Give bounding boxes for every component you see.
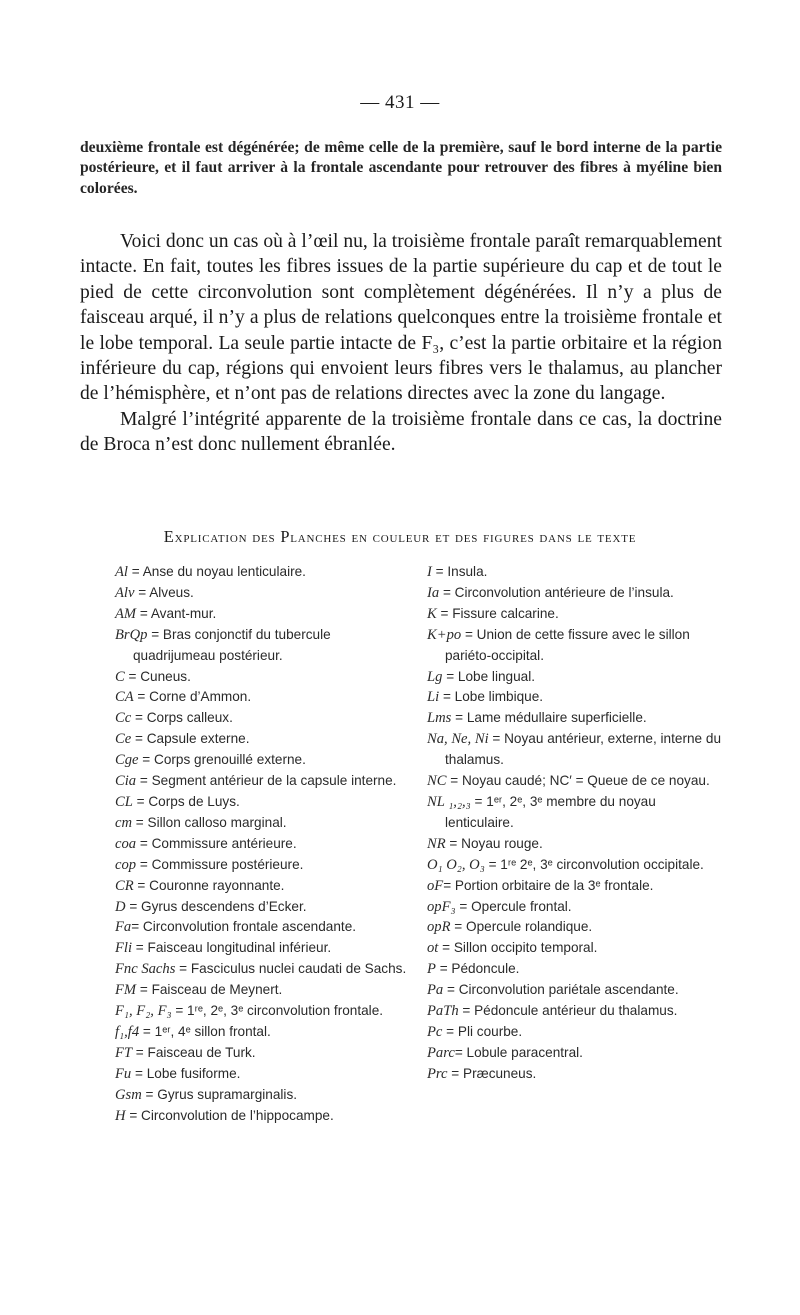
legend-abbreviation: PaTh xyxy=(427,1003,459,1020)
legend-definition: = Lame médullaire superficielle. xyxy=(451,710,647,726)
legend-definition: = Faisceau de Turk. xyxy=(132,1044,256,1060)
legend-definition: = 1ᵉʳ, 4ᵉ sillon frontal. xyxy=(139,1023,271,1039)
legend-abbreviation: Al xyxy=(115,564,128,580)
legend-definition: = Anse du noyau lenticulaire. xyxy=(127,564,306,579)
legend-definition: = Circonvolution frontale ascendante. xyxy=(131,919,357,935)
legend-entry xyxy=(427,876,725,897)
legend-definition: = Couronne rayonnante. xyxy=(133,877,285,893)
legend-definition: = Commissure antérieure. xyxy=(136,835,297,851)
legend-entry xyxy=(427,625,725,667)
paragraph-2: Malgré l’intégrité apparente de la troisième frontale dans ce cas, la doctrine de Broca n’est donc nullement ébranlée. xyxy=(80,408,722,456)
legend-entry xyxy=(115,897,415,918)
legend-definition: = Lobule paracentral. xyxy=(454,1044,583,1060)
legend-definition: = Gyrus supramarginalis. xyxy=(141,1086,298,1102)
legend-definition: = Opercule rolandique. xyxy=(450,919,593,935)
legend-definition: = Corps de Luys. xyxy=(132,793,240,809)
legend-definition: = Corps calleux. xyxy=(131,710,233,726)
legend-definition: = Segment antérieur de la capsule interne. xyxy=(136,773,397,789)
legend-abbreviation: Lg xyxy=(427,668,443,685)
body-text xyxy=(80,229,722,458)
legend-abbreviation: P xyxy=(427,961,436,978)
legend-definition: = Noyau caudé; NC′ = Queue de ce noyau. xyxy=(446,773,710,789)
legend-entry xyxy=(115,1085,415,1106)
legend-abbreviation: Li xyxy=(427,689,440,706)
legend-entry xyxy=(115,604,415,625)
legend-abbreviation: NR xyxy=(427,835,446,852)
legend-definition: = 1ᵉʳ, 2ᵉ, 3ᵉ membre du noyau lenticulaire. xyxy=(445,793,656,830)
legend-entry xyxy=(115,1001,415,1022)
legend-right-column xyxy=(427,562,725,1085)
legend-abbreviation: Lms xyxy=(427,710,452,727)
legend-entry xyxy=(427,792,725,834)
legend-abbreviation: Gsm xyxy=(115,1086,142,1103)
legend-definition: = Circonvolution de l’hippocampe. xyxy=(125,1107,334,1123)
legend-definition: = Gyrus descendens d’Ecker. xyxy=(125,898,307,914)
legend-entry xyxy=(115,562,415,583)
legend-definition: = Fissure calcarine. xyxy=(436,605,559,621)
legend-entry xyxy=(115,667,415,688)
legend-entry xyxy=(427,834,725,855)
legend-abbreviation: I xyxy=(427,564,432,580)
legend-definition: = Sillon calloso marginal. xyxy=(132,814,287,830)
legend-definition: = Insula. xyxy=(431,564,488,579)
legend-entry xyxy=(115,625,415,667)
legend-definition: = Circonvolution pariétale ascendante. xyxy=(443,982,679,998)
paragraph-1: Voici donc un cas où à l’œil nu, la troisième frontale paraît remarquablement intacte. En fait, toutes les fibres issues de la partie supérieure du cap et de tout le pied de cette circonvolution sont complètement dégénérées. Il n’y a plus de faisceau arqué, il n’y a plus de relations quelconques entre la troisième frontale et le lobe temporal. La seule partie intacte de F₃, c’est la partie orbitaire et la région inférieure du cap, régions qui envoient leurs fibres vers le thalamus, au plancher de l’hémisphère, et n’ont pas de relations directes avec la zone du langage. xyxy=(80,231,722,405)
legend-entry xyxy=(427,771,725,792)
legend-abbreviation: f₁,f4 xyxy=(115,1023,140,1040)
legend-entry xyxy=(115,1043,415,1064)
legend-definition: = Corne d’Ammon. xyxy=(133,689,252,705)
legend-definition: = Lobe fusiforme. xyxy=(131,1065,241,1081)
legend-abbreviation: Cia xyxy=(115,773,137,790)
legend-definition: = Commissure postérieure. xyxy=(136,856,304,872)
legend-entry xyxy=(115,1106,415,1127)
legend-abbreviation: cm xyxy=(115,814,133,831)
legend-entry xyxy=(427,1043,725,1064)
legend-entry xyxy=(427,897,725,918)
legend-abbreviation: O₁ O₂, O₃ xyxy=(427,856,485,873)
legend-entry xyxy=(115,687,415,708)
legend-entry xyxy=(115,855,415,876)
legend-definition: = Præcuneus. xyxy=(447,1065,537,1081)
legend-abbreviation: Parc xyxy=(427,1044,455,1061)
legend-abbreviation: coa xyxy=(115,835,137,852)
legend-abbreviation: FT xyxy=(115,1044,133,1061)
legend-definition: = Cuneus. xyxy=(124,668,191,684)
legend-definition: = Lobe limbique. xyxy=(439,689,544,705)
legend-abbreviation: CL xyxy=(115,793,133,810)
legend-entry xyxy=(427,1022,725,1043)
legend-definition: = Corps grenouillé externe. xyxy=(138,752,306,768)
legend-entry xyxy=(115,876,415,897)
legend-entry xyxy=(427,917,725,938)
legend-abbreviation: NC xyxy=(427,773,447,790)
legend-definition: = Circonvolution antérieure de l’insula. xyxy=(439,584,674,600)
legend-abbreviation: F₁, F₂, F₃ xyxy=(115,1003,172,1020)
legend-abbreviation: Na, Ne, Ni xyxy=(427,731,489,748)
legend-abbreviation: CA xyxy=(115,689,134,706)
page-number: — 431 — xyxy=(360,92,440,113)
legend-definition: = Union de cette fissure avec le sillon pariéto-occipital. xyxy=(445,626,690,663)
legend-definition: = Alveus. xyxy=(134,584,194,600)
legend-entry xyxy=(115,708,415,729)
legend-abbreviation: Pa xyxy=(427,982,444,999)
legend-abbreviation: Ce xyxy=(115,731,132,748)
legend-abbreviation: opR xyxy=(427,919,451,936)
legend-abbreviation: BrQp xyxy=(115,626,148,643)
legend-entry xyxy=(427,667,725,688)
legend-entry xyxy=(427,583,725,604)
legend-definition: = Capsule externe. xyxy=(131,731,250,747)
legend-definition: = Pédoncule. xyxy=(435,961,520,977)
legend-abbreviation: K+po xyxy=(427,626,462,643)
legend-entry xyxy=(427,687,725,708)
legend-left-column xyxy=(115,562,415,1126)
legend-entry xyxy=(427,729,725,771)
legend-abbreviation: Cge xyxy=(115,752,139,769)
legend-abbreviation: Fli xyxy=(115,940,133,957)
legend-abbreviation: Fnc Sachs xyxy=(115,961,176,978)
legend-abbreviation: opF₃ xyxy=(427,898,456,915)
legend-entry xyxy=(427,604,725,625)
legend-abbreviation: NL ₁,₂,₃ xyxy=(427,793,471,810)
legend-entry xyxy=(115,813,415,834)
legend-abbreviation: D xyxy=(115,898,126,915)
legend-entry xyxy=(427,959,725,980)
legend-entry xyxy=(115,1064,415,1085)
legend-entry xyxy=(427,980,725,1001)
legend-definition: = Faisceau longitudinal inférieur. xyxy=(132,940,332,956)
legend-abbreviation: Fa xyxy=(115,919,132,936)
legend-abbreviation: Cc xyxy=(115,710,132,727)
legend-definition: = 1ʳᵉ, 2ᵉ, 3ᵉ circonvolution frontale. xyxy=(171,1003,384,1019)
legend-definition: = Faisceau de Meynert. xyxy=(136,982,283,998)
legend-definition: = Portion orbitaire de la 3ᵉ frontale. xyxy=(443,877,654,893)
legend-entry xyxy=(427,1064,725,1085)
legend-entry xyxy=(115,959,415,980)
legend-definition: = Pli courbe. xyxy=(442,1023,523,1039)
legend-definition: = Sillon occipito temporal. xyxy=(438,940,598,956)
legend-abbreviation: H xyxy=(115,1107,126,1124)
legend-abbreviation: Alv xyxy=(115,584,135,601)
legend-entry xyxy=(115,792,415,813)
legend-entry xyxy=(115,729,415,750)
legend-abbreviation: C xyxy=(115,668,125,685)
legend-entry xyxy=(115,917,415,938)
legend-abbreviation: AM xyxy=(115,605,137,622)
legend-abbreviation: FM xyxy=(115,982,137,999)
legend-definition: = Lobe lingual. xyxy=(442,668,536,684)
legend-entry xyxy=(115,938,415,959)
legend-definition: = Fasciculus nuclei caudati de Sachs. xyxy=(175,961,407,977)
legend-abbreviation: Ia xyxy=(427,584,440,601)
legend-abbreviation: ot xyxy=(427,940,439,957)
legend-definition: = Avant-mur. xyxy=(136,605,217,621)
legend-entry xyxy=(115,1022,415,1043)
legend-abbreviation: Fu xyxy=(115,1065,132,1082)
legend-entry xyxy=(115,583,415,604)
legend-definition: = Noyau rouge. xyxy=(445,835,543,851)
legend-entry xyxy=(427,938,725,959)
legend-entry xyxy=(115,834,415,855)
legend-abbreviation: K xyxy=(427,605,437,622)
legend-definition: = Noyau antérieur, externe, interne du thalamus. xyxy=(445,731,721,768)
legend-entry xyxy=(115,750,415,771)
legend-abbreviation: Pc xyxy=(427,1023,443,1040)
legend-abbreviation: oF xyxy=(427,877,444,894)
legend-entry xyxy=(427,562,725,583)
legend-definition: = Pédoncule antérieur du thalamus. xyxy=(458,1003,678,1019)
legend-entry xyxy=(115,771,415,792)
legend-entry xyxy=(427,855,725,876)
intro-paragraph: deuxième frontale est dégénérée; de même celle de la première, sauf le bord interne de la partie postérieure, et il faut arriver à la frontale ascendante pour retrouver des fibres à myéline bien colorées. xyxy=(80,139,722,197)
legend-entry xyxy=(115,980,415,1001)
legend-definition: = 1ʳᵉ 2ᵉ, 3ᵉ circonvolution occipitale. xyxy=(484,856,704,872)
section-heading: Explication des Planches en couleur et des figures dans le texte xyxy=(163,527,637,546)
legend-abbreviation: cop xyxy=(115,856,137,873)
legend-definition: = Opercule frontal. xyxy=(455,898,572,914)
legend-abbreviation: CR xyxy=(115,877,134,894)
legend-entry xyxy=(427,1001,725,1022)
legend-entry xyxy=(427,708,725,729)
legend-abbreviation: Prc xyxy=(427,1065,448,1082)
legend-definition: = Bras conjonctif du tubercule quadrijumeau postérieur. xyxy=(133,626,331,663)
